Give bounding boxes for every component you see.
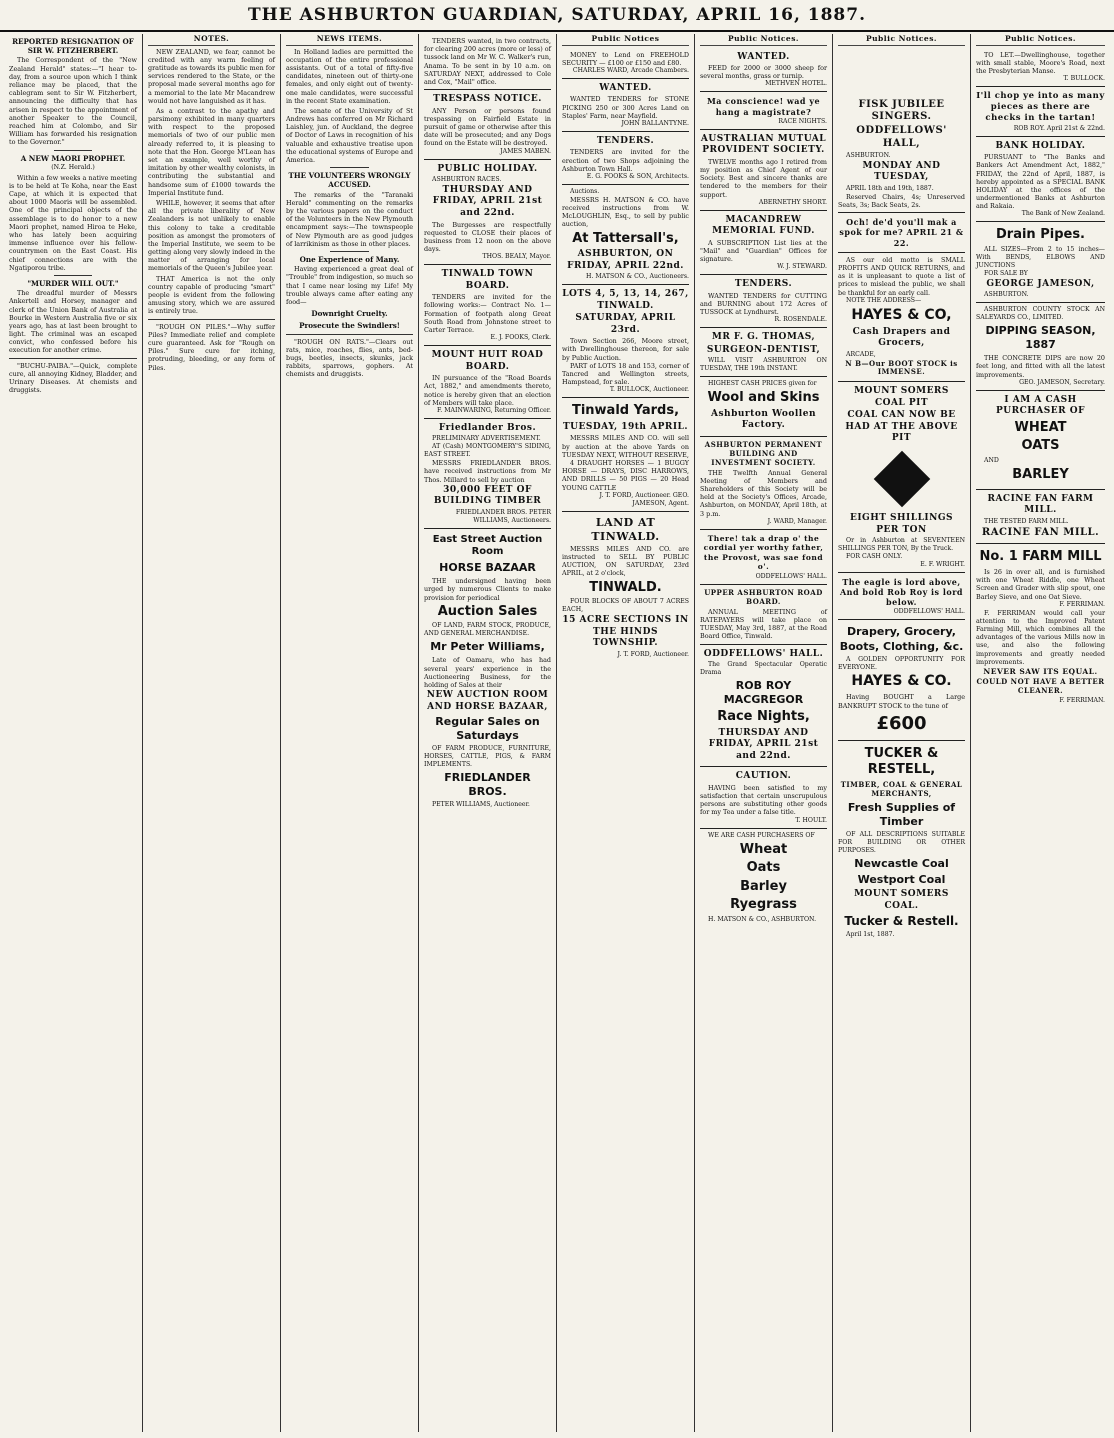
coal-pit-advert	[838, 382, 965, 572]
advert-text: THE undersigned having been urged by numerous Clients to make provision for periodical	[424, 577, 551, 602]
advert-heading: TIMBER, COAL & GENERAL MERCHANTS,	[840, 780, 963, 798]
advert-heading: ODDFELLOWS' HALL.	[703, 648, 824, 659]
advert-signature: J. WARD, Manager.	[767, 517, 827, 525]
advert-signature: THOS. BEALY, Mayor.	[482, 253, 551, 261]
advert-text: AS our old motto is SMALL PROFITS AND QUICK RETURNS, and as it is unpleasant to quote a list of prices to mislead the public, we shall be thankful for an early call.	[838, 255, 965, 297]
advert-text: ALL SIZES—From 2 to 15 inches— With BENDS, ELBOWS AND JUNCTIONS	[976, 246, 1105, 269]
advert-heading: MACANDREW MEMORIAL FUND.	[712, 214, 815, 237]
advert-signature: J. T. FORD, Auctioneer.	[617, 650, 689, 658]
advert-heading: Oats	[746, 860, 781, 876]
advert-heading: Ashburton Woollen Factory.	[711, 408, 816, 431]
dipping-advert	[976, 303, 1105, 391]
advert-heading: Newcastle Coal	[854, 856, 949, 870]
advert-heading: COAL CAN NOW BE HAD AT THE ABOVE PIT	[845, 410, 958, 444]
advert-text: MESSRS FRIEDLANDER BROS. have received instructions from Mr Thos. Millard to sell by auction	[424, 459, 551, 484]
advert-subheading: ASHBURTON.	[984, 291, 1029, 299]
advert-heading: Mr Peter Williams,	[430, 640, 545, 654]
article-text: The remarks of the "Taranaki Herald" commenting on the remarks by the various papers on the conduct of the Volunteers in the New Plymouth encampment says:—The townspeople of New Plymouth are as good judges of larrikinism as those in other places.	[286, 190, 413, 248]
advert-subheading: FOR SALE BY	[984, 269, 1028, 277]
advert-signature: ABERNETHY SHORT.	[758, 198, 827, 206]
advert-heading: TINWALD.	[589, 579, 662, 595]
advert-heading: Auction Sales	[437, 603, 538, 619]
diamond-ornament	[873, 451, 930, 508]
tattersall-advert	[562, 185, 689, 285]
advert-heading: Och! de'd you'll mak a spok for me? APRIL 21 & 22.	[839, 217, 964, 248]
wool-advert	[700, 377, 827, 437]
advert-text: Town Section 266, Moore street, with Dwellinghouse thereon, for sale by Public Auction.	[562, 337, 689, 362]
article-text: The dreadful murder of Messrs Ankertell and Horsey, manager and clerk of the Union Bank of Australia at Bourke in Western Australia five or six years ago, has at last been brought to light. The criminal was an escaped convict, who confessed before his execution for another crime.	[9, 289, 137, 355]
column-2	[142, 34, 280, 1432]
advert-text: TENDERS are invited for the erection of two Shops adjoining the Ashburton Town Hall.	[562, 148, 689, 173]
advert-date: April 1st, 1887.	[846, 931, 895, 939]
advert-signature: E. G. FOOKS & SON, Architects.	[586, 173, 689, 180]
advert-subheading: The Grand Spectacular Operatic Drama	[700, 661, 827, 677]
article-text: In Holland ladies are permitted the occupation of the entire professional assistants. Out of a total of fifty-five candidates, nineteen out of thirty-one females, and only eight out of twenty-one male candidates, were successful in the recent State examination.	[286, 47, 413, 105]
building-society-advert	[700, 437, 827, 530]
rob-roy-teaser	[976, 87, 1105, 137]
tussock-tenders-advert	[700, 275, 827, 328]
advert-heading: NEW AUCTION ROOM AND HORSE BAZAAR,	[426, 690, 549, 712]
advert-text: TO LET.—Dwellinghouse, together with small stable, Moore's Road, next the Presbyterian Manse.	[976, 50, 1105, 75]
columns	[4, 34, 1110, 1432]
advert-signature: J. T. FORD, Auctioneer. GEO. JAMESON, Agent.	[599, 491, 689, 507]
advert-heading: CAUTION.	[735, 771, 792, 782]
advert-heading: ROB ROY MACGREGOR	[723, 679, 804, 707]
advert-signature: ROB ROY. April 21st & 22nd.	[1013, 124, 1105, 132]
advert-heading: Drain Pipes.	[996, 227, 1085, 243]
advert-subheading: FOUR BLOCKS OF ABOUT 7 ACRES EACH,	[562, 598, 689, 614]
advert-heading: TRESPASS NOTICE.	[433, 94, 542, 105]
article-text: WHILE, however, it seems that after all the private liberality of New Zealanders is not unlikely to enable this colony to take a creditable position as amongst the promoters of the Imperial Institute, we seem to be getting along very slowly indeed in the matter of arranging for local memorials of the Queen's Jubilee year.	[148, 198, 275, 273]
divider	[330, 167, 368, 168]
advert-subheading: AT (Cash) MONTGOMERY'S SIDING, EAST STREET.	[424, 443, 551, 459]
dram-teaser	[700, 530, 827, 585]
advert-heading: NEVER SAW ITS EQUAL.	[983, 667, 1098, 677]
to-let-advert	[976, 48, 1105, 88]
advert-heading: No. 1 FARM MILL	[979, 549, 1102, 565]
advert-heading: Tucker & Restell.	[844, 914, 959, 929]
column-heading: Public Notices	[562, 34, 689, 46]
advert-text: Is 26 in over all, and is furnished with one Wheat Riddle, one Wheat Screen and Grader with slip spout, one Barley Sieve, and one Oat Sieve.	[976, 568, 1105, 601]
advert-heading: MOUNT SOMERS COAL.	[854, 889, 949, 911]
column-heading: NOTES.	[148, 34, 275, 46]
article-text: NEW ZEALAND, we fear, cannot be credited with any warm feeling of gratitude as towards its public men for services rendered to the State, or the proposal made several months ago for a memorial to the late Mr Macandrew would not have languished as it has.	[148, 47, 275, 105]
advert-signature: GEO. JAMESON, Secretary.	[1019, 378, 1105, 386]
advert-signature: W. J. STEWARD.	[777, 263, 827, 271]
auction-room-advert	[424, 529, 551, 813]
farm-mill-advert	[976, 544, 1105, 707]
advert-subheading: A GOLDEN OPPORTUNITY FOR EVERYONE.	[838, 655, 965, 671]
advert-text: Or in Ashburton at SEVENTEEN SHILLINGS PER TON, By the Truck.	[838, 537, 965, 552]
article-text: The Correspondent of the "New Zealand Herald" states:—"I hear to-day, from a source upon which I think reliance may be placed, that the cablegram sent to Sir W. Fitzherbert, announcing the difficulty that has arisen in respect to the appointment of another Speaker to the Council, reached him at Colombo, and Sir William has forwarded his resignation to the Governor."	[9, 56, 137, 147]
column-heading: Public Notices.	[700, 34, 827, 46]
advert-heading: RACINE FAN MILL.	[981, 526, 1100, 538]
wanted-advert	[562, 79, 689, 132]
advert-heading: BARLEY	[1012, 467, 1069, 482]
advert-signature: JOHN BALLANTYNE.	[621, 119, 689, 127]
advert-heading: OATS	[1021, 438, 1060, 454]
advert-heading: MOUNT SOMERS COAL PIT	[854, 386, 949, 408]
masthead-title: THE ASHBURTON GUARDIAN, SATURDAY, APRIL 16, 1887.	[247, 5, 867, 25]
advert-heading: TENDERS.	[734, 279, 793, 290]
advert-text: PART of LOTS 18 and 153, corner of Tancred and Wellington streets, Hampstead, for sale.	[562, 361, 689, 387]
advert-heading: ASHBURTON PERMANENT BUILDING AND INVESTMENT SOCIETY.	[704, 439, 823, 467]
advert-subheading: OF FARM PRODUCE, FURNITURE, HORSES, CATTLE, PIGS, & FARM IMPLEMENTS.	[424, 745, 551, 769]
advert-heading: BANK HOLIDAY.	[995, 140, 1086, 151]
advert-heading: LAND AT TINWALD.	[591, 515, 660, 543]
advert-subheading: ASHBURTON RACES.	[432, 176, 502, 184]
advert-signature: E. J. FOOKS, Clerk.	[490, 334, 551, 342]
advert-signature: PETER WILLIAMS, Auctioneer.	[432, 801, 530, 809]
road-board-notice	[424, 346, 551, 419]
advert-text: WILL VISIT ASHBURTON ON TUESDAY, THE 19th INSTANT.	[700, 357, 827, 373]
trespass-notice	[424, 90, 551, 159]
advert-heading: UPPER ASHBURTON ROAD BOARD.	[704, 588, 823, 606]
advert-signature: F. FERRIMAN.	[1059, 600, 1105, 608]
advert-text: THE Twelfth Annual General Meeting of Members and Shareholders of this Society will be held at the Society's Offices, Arcade, Ashburton, on MONDAY, April 18th, at 3 p.m.	[700, 468, 827, 518]
advert-heading: Tinwald Yards,	[571, 403, 680, 419]
advert-heading: RACINE FAN FARM MILL.	[987, 493, 1094, 516]
advert-text: Late of Oamaru, who has had several years' experience in the Auctioneering Business, for the holding of Sales at their	[424, 656, 551, 689]
advert-text: ANNUAL MEETING of RATEPAYERS will take place on TUESDAY, May 3rd, 1887, at the Road Board Office, Tinwald.	[700, 607, 827, 641]
column-3	[280, 34, 418, 1432]
advertisement-text: "ROUGH ON PILES."—Why suffer Piles? Immediate relief and complete cure guaranteed. Ask for "Rough on Piles." Sure cure for itching, protruding, bleeding, or any form of Piles.	[148, 322, 275, 372]
advert-heading: PUBLIC HOLIDAY.	[437, 163, 538, 174]
advert-signature: METHVEN HOTEL.	[765, 80, 827, 88]
divider	[54, 150, 92, 151]
advert-text: HAVING been satisfied to my satisfaction that certain unscrupulous persons are substituting other goods for my Tea under a false title.	[700, 783, 827, 817]
article-headline: "MURDER WILL OUT."	[27, 278, 119, 288]
advert-heading: GEORGE JAMESON,	[986, 278, 1095, 289]
advert-heading: FRIEDLANDER BROS.	[444, 771, 531, 799]
article-headline: A NEW MAORI PROPHET.	[20, 153, 126, 163]
advert-heading: At Tattersall's,	[572, 230, 679, 246]
advert-subheading: ASHBURTON.	[846, 151, 891, 159]
article-text: As a contrast to the apathy and parsimony exhibited in many quarters with respect to the proposed memorials of two of our public men already referred to, it is pleasing to note that the Hon. George M'Lean has set an example, well worthy of imitation by other wealthy colonists, in contributing the substantial and handsome sum of £1000 towards the Imperial Institute fund.	[148, 106, 275, 197]
advert-text: MESSRS MILES AND CO. are instructed to SELL BY PUBLIC AUCTION, ON SATURDAY, 23rd APRIL, at 2 o'clock,	[562, 544, 689, 578]
advert-heading: MOUNT HUIT ROAD BOARD.	[431, 350, 544, 372]
advert-heading: HORSE BAZAAR	[439, 561, 536, 575]
divider	[9, 358, 137, 359]
advert-subheading: ASHBURTON COUNTY STOCK AN SALEYARDS CO., LIMITED.	[976, 306, 1105, 322]
road-board-meeting-advert	[700, 585, 827, 645]
advert-text: Having BOUGHT a Large BANKRUPT STOCK to the tune of	[838, 693, 965, 710]
advert-signature: F. MAINWARING, Returning Officer.	[436, 406, 551, 414]
column-4	[418, 34, 556, 1432]
advert-subheading: THE TESTED FARM MILL.	[984, 517, 1069, 525]
advert-heading: SURGEON-DENTIST,	[706, 344, 821, 355]
article-text: The senate of the University of St Andrews has conferred on Mr Richard Laishley, jun. of Auckland, the degree of Doctor of Laws in recognition of his valuable and exhaustive treatise upon the educational systems of Europe and America.	[286, 106, 413, 165]
land-tinwald-advert	[562, 512, 689, 662]
advert-text: WANTED TENDERS for CUTTING and BURNING about 172 Acres of TUSSOCK at Lyndhurst.	[700, 291, 827, 317]
advert-heading: AUSTRALIAN MUTUAL PROVIDENT SOCIETY.	[700, 133, 827, 156]
advert-subheading: OF ALL DESCRIPTIONS SUITABLE FOR BUILDING OR OTHER PURPOSES.	[838, 831, 965, 854]
advert-text: F. FERRIMAN would call your attention to the Improved Patent Farming Mill, which combines all the advantages of the various Mills now in use, and also the following improvements and greatly needed improvements.	[976, 608, 1105, 666]
advert-text: A SUBSCRIPTION List lies at the "Mail" and "Guardian" Offices for signature.	[700, 238, 827, 264]
divider	[330, 251, 368, 252]
advert-date: THURSDAY AND FRIDAY, APRIL 21st and 22nd.	[432, 184, 543, 218]
advertisement-text: "BUCHU-PAIBA."—Quick, complete cure, all annoying Kidney, Bladder, and Urinary Diseases. At chemists and druggists.	[9, 361, 137, 395]
advert-text: PURSUANT to "The Banks and Bankers Act Amendment Act, 1882," FRIDAY, the 22nd of April, 1887, is hereby appointed as a SPECIAL BANK HOLIDAY at the offices of the undermentioned Banks at Ashburton and Rakaia.	[976, 153, 1105, 211]
advert-heading: TENDERS.	[596, 135, 655, 146]
eagle-teaser	[838, 573, 965, 621]
hayes-advert	[838, 253, 965, 383]
advert-amount: £600	[876, 712, 927, 734]
article-headline: Prosecute the Swindlers!	[299, 321, 400, 331]
article-headline: THE VOLUNTEERS WRONGLY ACCUSED.	[288, 171, 411, 190]
advert-heading: TUCKER & RESTELL,	[864, 745, 939, 778]
advert-text: MESSRS MILES AND CO. will sell by auction at the above Yards on TUESDAY NEXT, WITHOUT RESERVE,	[562, 434, 689, 459]
advert-heading: MR F. G. THOMAS,	[711, 332, 816, 343]
drain-pipes-advert	[976, 222, 1105, 303]
advert-subheading: FOR CASH ONLY.	[846, 552, 903, 560]
money-advert	[562, 48, 689, 79]
column-5	[556, 34, 694, 1432]
column-heading: Public Notices.	[838, 34, 965, 46]
advert-highlight: 15 ACRE SECTIONS IN THE HINDS TOWNSHIP.	[562, 615, 689, 649]
advert-signature: FRIEDLANDER BROS. PETER WILLIAMS, Auctioneers.	[455, 508, 551, 524]
advert-date: THURSDAY AND FRIDAY, APRIL 21st and 22nd.	[708, 727, 819, 761]
fisk-singers-advert	[838, 48, 965, 213]
advert-signature: The Bank of New Zealand.	[1021, 210, 1105, 218]
advert-text: WANTED TENDERS for STONE PICKING 250 or 300 Acres Land on Staples' Farm, near Mayfield.	[562, 95, 689, 120]
advert-signature: H. MATSON & CO., ASHBURTON.	[708, 916, 817, 924]
advertisement-text: "ROUGH ON RATS."—Clears out rats, mice, roaches, flies, ants, bed-bugs, beetles, insects, skunks, jack rabbits, sparrows, gophers. At chemists and druggists.	[286, 337, 413, 379]
lots-advert	[562, 285, 689, 398]
race-nights-teaser	[700, 92, 827, 129]
advert-signature: CHARLES WARD, Arcade Chambers.	[572, 66, 689, 74]
advert-heading: LOTS 4, 5, 13, 14, 267, TINWALD.	[562, 289, 689, 311]
wanted-feed-advert	[700, 48, 827, 93]
article-text: Within a few weeks a native meeting is to be held at Te Koha, near the East Cape, at which it is expected that about 1000 Maoris will be assembled. One of the principal objects of the assemblage is to do honor to a new Maori prophet, named Hiroa te Heke, who has lately been acquiring immense influence over his fellow-countrymen on the East Coast. His chief connections are with the Ngatiporou tribe.	[9, 173, 137, 272]
timber-merchants-advert	[838, 741, 965, 943]
advert-heading: HAYES & CO,	[851, 306, 952, 323]
advert-heading: I AM A CASH PURCHASER OF	[996, 394, 1085, 417]
article-headline: Downright Cruelty.	[311, 309, 388, 319]
tinwald-yards-advert	[562, 398, 689, 511]
advert-heading: Regular Sales on Saturdays	[435, 715, 540, 743]
column-1	[4, 34, 142, 1432]
article-text: Having experienced a great deal of "Trouble" from indigestion, so much so that I came near losing my Life! My trouble always came after eating any food—	[286, 265, 413, 306]
advert-highlight: 30,000 FEET OF BUILDING TIMBER	[433, 484, 542, 507]
article-headline: One Experience of Many.	[299, 254, 400, 264]
advert-subheading: ARCADE,	[846, 350, 876, 358]
advert-heading: HAYES & CO.	[851, 673, 952, 690]
advert-heading: WANTED.	[737, 51, 790, 62]
advert-text: TWELVE months ago I retired from my position as Chief Agent of our Society. Best and sincere thanks are tendered to the members for their support.	[700, 157, 827, 199]
advert-heading: Wheat	[739, 841, 788, 857]
advert-heading: WANTED.	[599, 82, 652, 93]
advert-heading: Race Nights,	[717, 709, 810, 725]
advert-date: MONDAY AND TUESDAY,	[862, 160, 941, 183]
advert-heading: Drapery, Grocery, Boots, Clothing, &c.	[839, 625, 964, 653]
racine-mill-advert	[976, 490, 1105, 545]
column-6	[694, 34, 832, 1432]
advert-signature: T. HOULT.	[795, 816, 827, 824]
advert-heading: Friedlander Bros.	[438, 422, 537, 433]
divider	[148, 319, 275, 320]
friedlander-advert	[424, 419, 551, 529]
advert-heading: COULD NOT HAVE A BETTER CLEANER.	[976, 676, 1105, 695]
advert-signature: T. BULLOCK.	[1063, 75, 1105, 83]
advert-heading: WHEAT	[1014, 419, 1067, 435]
advert-text: 4 DRAUGHT HORSES — 1 BUGGY HORSE — DRAYS, DISC HARROWS, AND DRILLS — 50 PIGS — 20 Head YOUNG CATTLE	[562, 459, 689, 492]
public-holiday-notice	[424, 160, 551, 266]
advert-heading: There! tak a drap o' the cordial yer worthy father, the Provost, was sae fond o'.	[703, 533, 824, 572]
advert-signature: T. BULLOCK, Auctioneer.	[609, 386, 689, 394]
advert-text: ANY Person or persons found trespassing on Fairfield Estate in pursuit of game or otherwise after this date will be prosecuted; and any Dogs found on the Estate will be destroyed.	[424, 106, 551, 148]
advert-text: TENDERS wanted, in two contracts, for clearing 200 acres (more or less) of tussock land on Mr W. C. Walker's run, Anama. To be sent in by 10 a.m. on SATURDAY NEXT, addressed to Cole and Cox, "Mail" office.	[424, 37, 551, 86]
advert-heading: The eagle is lord above, And bold Rob Roy is lord below.	[839, 576, 964, 608]
advert-text: Reserved Chairs, 4s; Unreserved Seats, 3s; Back Seats, 2s.	[838, 192, 965, 209]
advert-heading: Fresh Supplies of Timber	[847, 800, 956, 828]
advert-text: MONEY to Lend on FREEHOLD SECURITY — £100 or £150 and £80.	[562, 50, 689, 67]
advert-date: SATURDAY, APRIL 23rd.	[575, 313, 676, 335]
tender-advert	[424, 34, 551, 90]
advert-signature: H. MATSON & CO., Auctioneers.	[586, 273, 689, 281]
advert-subheading: NOTE THE ADDRESS—	[846, 296, 922, 304]
article-byline: (N.Z. Herald.)	[51, 163, 95, 171]
advert-text: TENDERS are invited for the following works:— Contract No. 1—Formation of footpath along Great South Road from Johnstone street to Carter Terrace.	[424, 293, 551, 334]
advert-date: ASHBURTON, ON FRIDAY, APRIL 22nd.	[567, 249, 684, 271]
caution-advert	[700, 767, 827, 828]
column-7	[832, 34, 970, 1432]
advert-heading: East Street Auction Room	[432, 533, 543, 558]
advert-subheading: WE ARE CASH PURCHASERS OF	[708, 831, 815, 839]
advert-subheading: HIGHEST CASH PRICES given for	[708, 380, 817, 388]
advert-subheading: PRELIMINARY ADVERTISEMENT.	[432, 435, 541, 443]
advert-heading: TINWALD TOWN BOARD.	[441, 269, 534, 291]
advert-heading: Westport Coal	[857, 872, 946, 886]
tenders-advert	[562, 132, 689, 185]
advert-heading: DIPPING SEASON, 1887	[985, 324, 1096, 352]
bank-holiday-advert	[976, 137, 1105, 223]
advert-heading: FISK JUBILEE SINGERS.	[858, 98, 945, 123]
column-heading: Public Notices.	[976, 34, 1105, 46]
advert-subheading: Auctions.	[570, 187, 600, 195]
advert-highlight: N B—Our BOOT STOCK is IMMENSE.	[845, 358, 958, 377]
macandrew-advert	[700, 211, 827, 276]
article-text: THAT America is not the only country capable of producing "smart" people is evident from the following amusing story, which we are assured is entirely true.	[148, 274, 275, 316]
advert-heading: ODDFELLOWS' HALL,	[856, 125, 947, 149]
advert-heading: Barley	[740, 878, 787, 894]
advert-highlight: EIGHT SHILLINGS PER TON	[849, 513, 954, 535]
advert-signature: R. ROSENDALE.	[774, 316, 827, 324]
masthead	[0, 0, 1114, 32]
advert-text: THE CONCRETE DIPS are now 20 feet long, and fitted with all the latest improvements.	[976, 354, 1105, 379]
advert-subheading: OF LAND, FARM STOCK, PRODUCE, AND GENERAL MERCHANDISE.	[424, 622, 551, 638]
dentist-advert	[700, 328, 827, 377]
advert-signature: JAMES MABEN.	[500, 147, 551, 155]
advert-text: MESSRS H. MATSON & CO. have received instructions from W. McLOUGHLIN, Esq., to sell by public auction,	[562, 195, 689, 229]
advert-heading: I'll chop ye into as many pieces as there are checks in the tartan!	[976, 91, 1105, 123]
grain-purchase-advert	[700, 829, 827, 927]
och-teaser	[838, 213, 965, 253]
advert-heading: Ma conscience! wad ye hang a magistrate?	[706, 96, 821, 117]
advert-subheading: AND	[984, 457, 999, 465]
advert-subheading: APRIL 18th and 19th, 1887.	[846, 184, 934, 192]
grain-purchaser-advert	[976, 391, 1105, 490]
divider	[54, 275, 92, 276]
advert-date: TUESDAY, 19th APRIL.	[562, 421, 689, 432]
provident-advert	[700, 130, 827, 211]
rob-roy-advert	[700, 645, 827, 768]
advert-text: FEED for 2000 or 3000 sheep for several months, grass or turnip.	[700, 64, 827, 81]
advert-text: IN pursuance of the "Road Boards Act, 1882," and amendments thereto, notice is hereby given that an election of Members will take place.	[424, 374, 551, 407]
divider	[286, 334, 413, 335]
advert-signature: E. F. WRIGHT.	[920, 560, 965, 568]
advert-text: The Burgesses are respectfully requested to CLOSE their places of business from 12 noon on the above days.	[424, 220, 551, 254]
advert-signature: ODDFELLOWS' HALL.	[893, 608, 965, 616]
column-heading: NEWS ITEMS.	[286, 34, 413, 46]
advert-signature: F. FERRIMAN.	[1059, 696, 1105, 704]
advert-signature: RACE NIGHTS.	[778, 117, 827, 125]
advert-signature: ODDFELLOWS' HALL.	[755, 573, 827, 581]
town-board-notice	[424, 265, 551, 346]
column-8	[970, 34, 1110, 1432]
bankrupt-stock-advert	[838, 620, 965, 740]
article-headline: REPORTED RESIGNATION OF SIR W. FITZHERBERT.	[12, 37, 134, 56]
advert-heading: Wool and Skins	[707, 390, 820, 406]
advert-heading: Ryegrass	[730, 897, 797, 913]
advert-heading: Cash Drapers and Grocers,	[852, 326, 951, 349]
